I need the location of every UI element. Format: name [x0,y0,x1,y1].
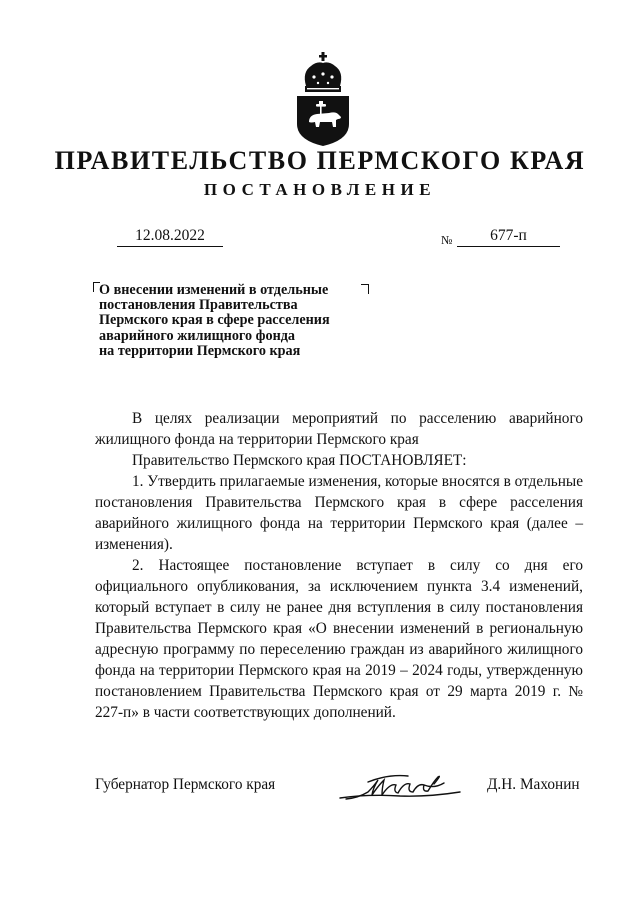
document-type: ПОСТАНОВЛЕНИЕ [203,180,437,199]
body-paragraph-item-1: 1. Утвердить прилагаемые изменения, которые вносятся в отдельные постановления Правительства Пермского края в сфере расселения аварийного жилищного фонда на территории Пермского края (далее – изменения). [95,473,583,553]
subject-line: постановления Правительства [99,297,298,314]
body-paragraph-preamble: В целях реализации мероприятий по расселению аварийного жилищного фонда на территории Пермского края [95,410,583,448]
subject-line: на территории Пермского края [99,342,301,359]
coat-of-arms-icon [294,52,352,148]
body-paragraph-decree: Правительство Пермского края ПОСТАНОВЛЯЕТ: [132,452,467,469]
government-title: ПРАВИТЕЛЬСТВО ПЕРМСКОГО КРАЯ [54,146,586,175]
document-body [95,408,583,723]
signature-icon [338,768,464,804]
signer-name: Д.Н. Махонин [487,776,580,793]
signer-position: Губернатор Пермского края [95,776,276,793]
subject-corner-right [361,284,369,294]
subject-line: аварийного жилищного фонда [99,327,296,344]
number-sign: № [441,233,453,247]
document-date: 12.08.2022 [117,226,223,247]
body-paragraph-item-2: 2. Настоящее постановление вступает в силу со дня его официального опубликования, за исключением пункта 3.4 изменений, который вступает в силу не ранее дня вступления в силу постановления Правительства Пермского края «О внесении изменений в региональную адресную программу по переселению граждан из аварийного жилищного фонда на территории Пермского края на 2019 – 2024 годы, утвержденную постановлением Правительства Пермского края от 29 марта 2019 г. № 227-п» в части соответствующих дополнений. [95,557,583,721]
subject-line: Пермского края в сфере расселения [99,312,330,329]
document-subject [99,283,359,359]
subject-line: О внесении изменений в отдельные [99,282,329,298]
document-number: 677-п [457,226,560,247]
